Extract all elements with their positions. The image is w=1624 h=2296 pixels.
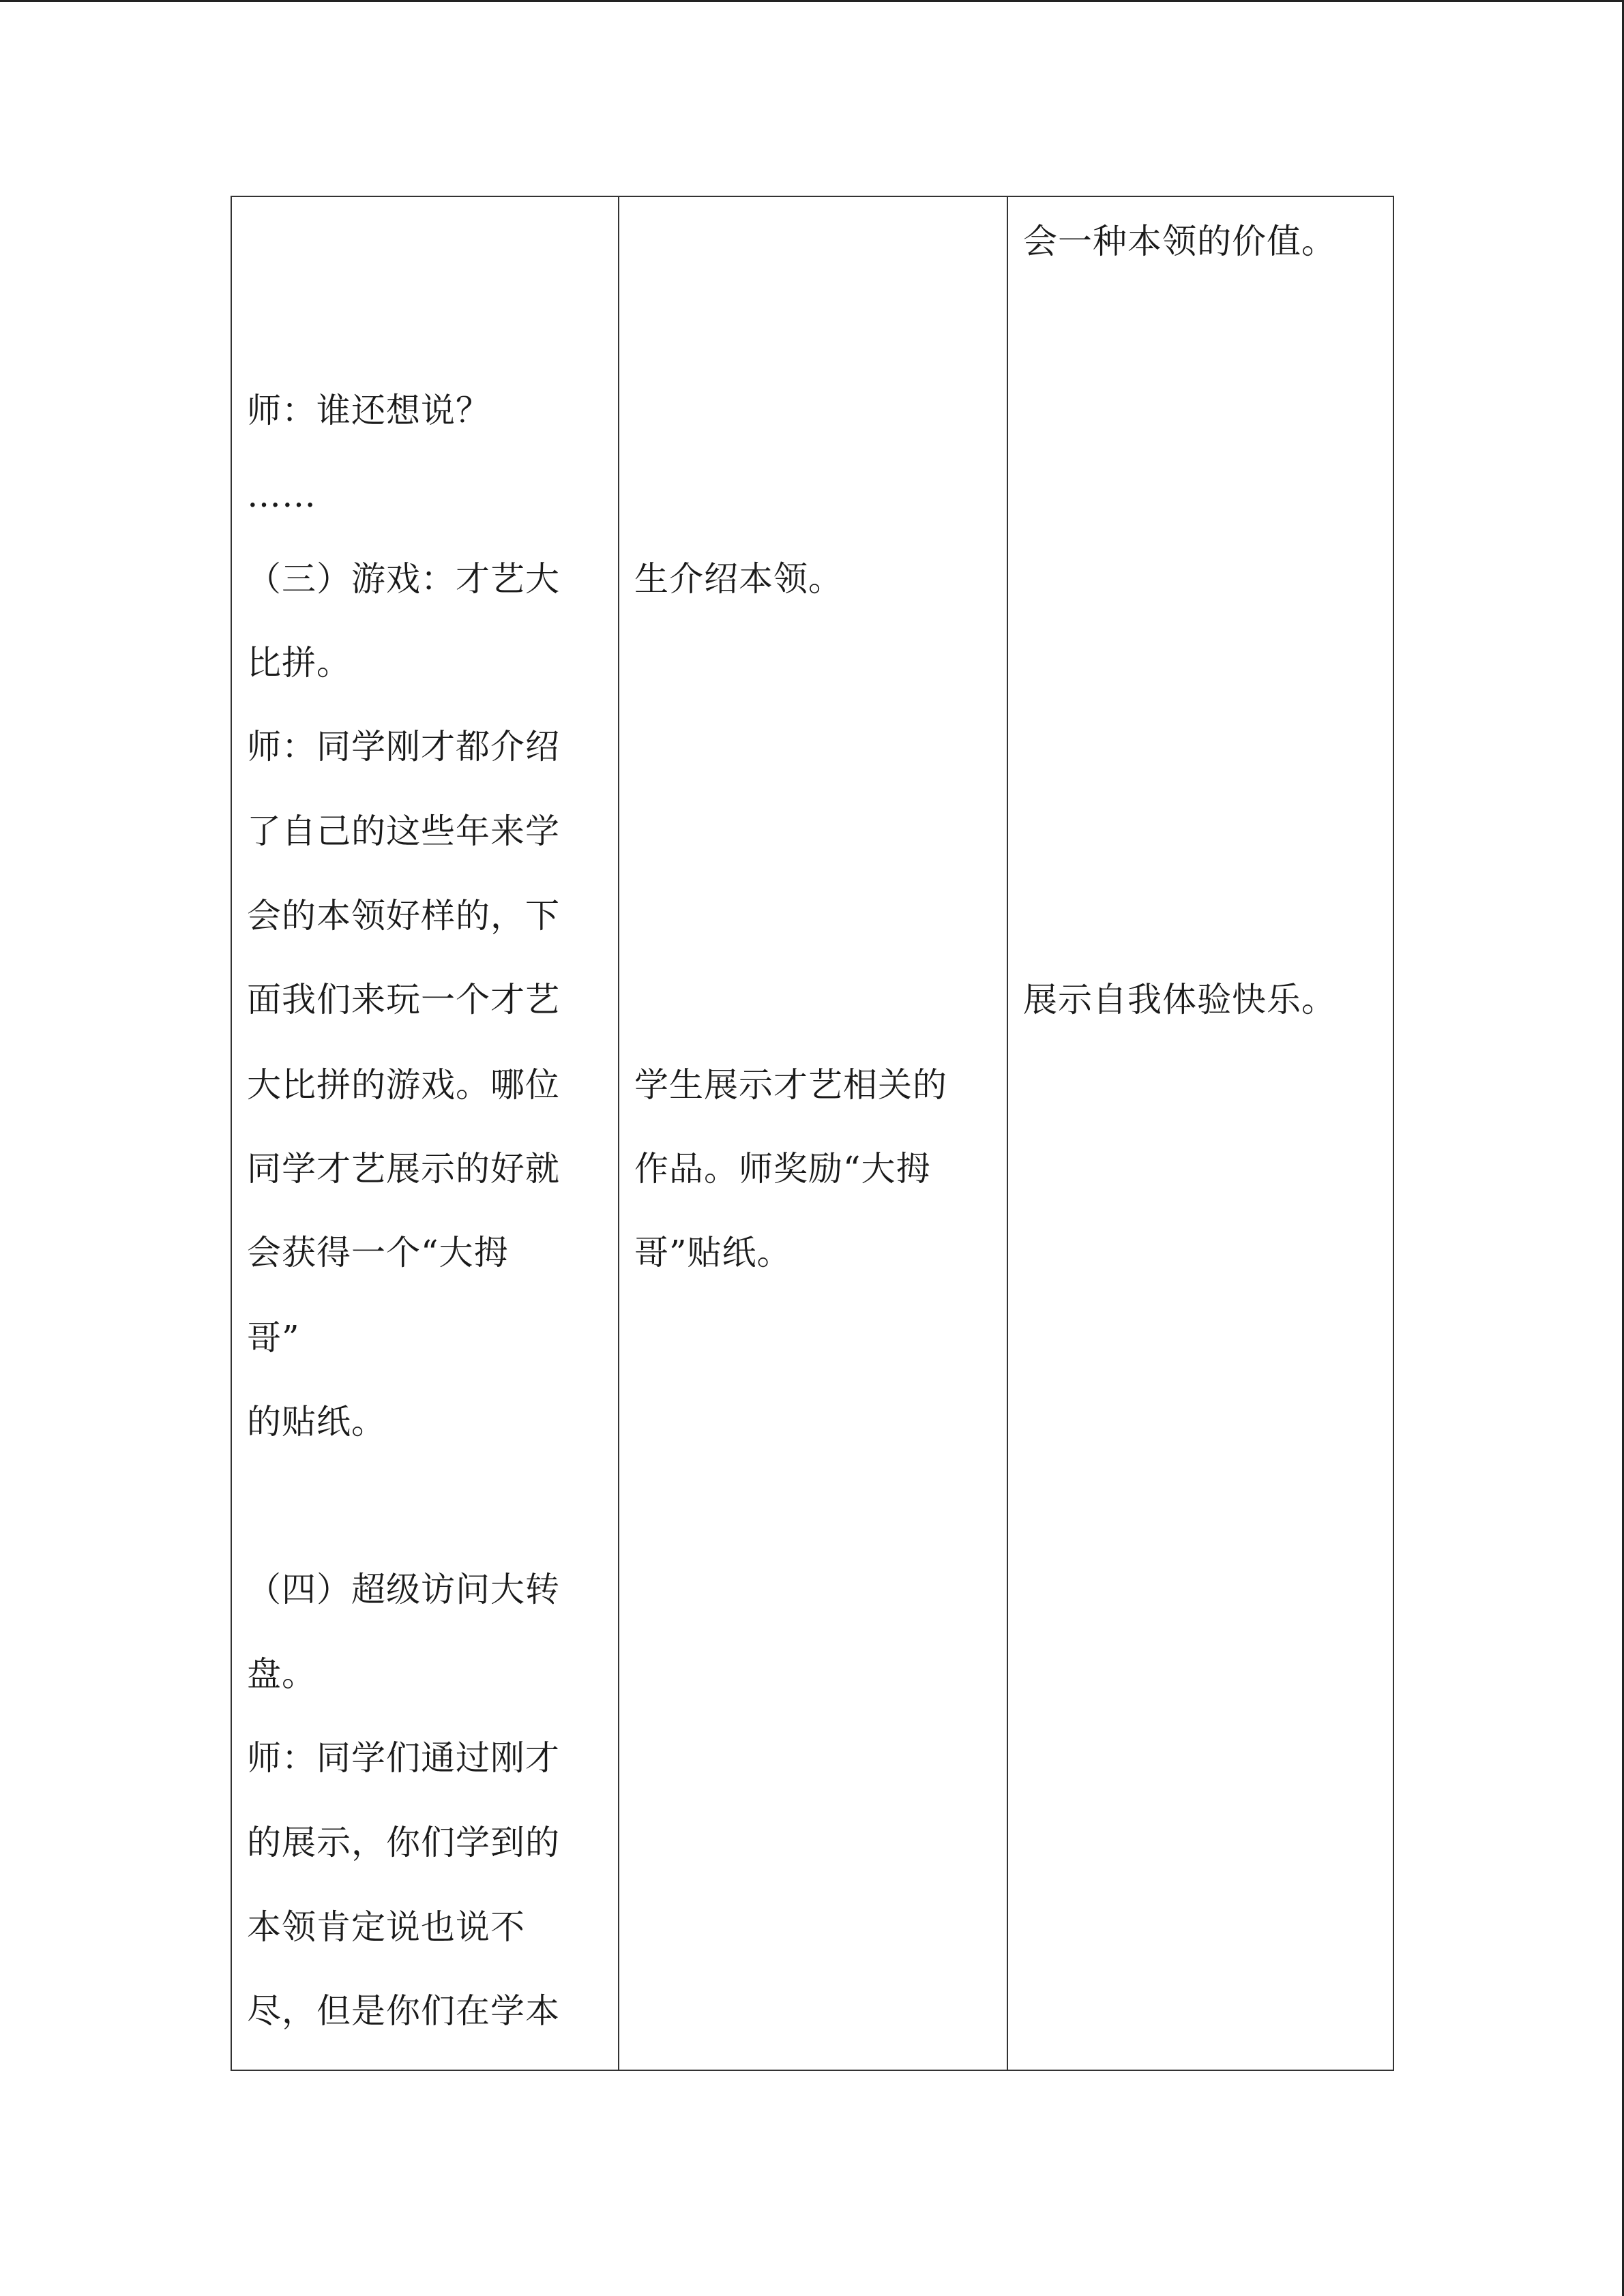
teaching-text-line: 的展示，你们学到的 [247, 1823, 560, 1862]
lesson-plan-table [231, 196, 1394, 2071]
teaching-text-line: 会获得一个“大拇 [247, 1233, 509, 1272]
student-activity-line: 作品。师奖励“大拇 [634, 1149, 931, 1189]
student-activity-line: 哥”贴纸。 [634, 1233, 792, 1272]
teaching-text-line: 了自己的这些年来学 [247, 811, 560, 851]
page-top-border [0, 0, 1624, 2]
section-heading-game: 比拼。 [247, 643, 351, 683]
design-intent-line: 展示自我体验快乐。 [1023, 980, 1336, 1019]
teaching-text-line: 师：同学们通过刚才 [247, 1738, 560, 1778]
teaching-text-line: 师：谁还想说？ [247, 391, 490, 430]
column-divider [1007, 197, 1008, 2070]
section-heading-interview: （四）超级访问大转 [247, 1570, 560, 1609]
teaching-text-line: 师：同学刚才都介绍 [247, 727, 560, 766]
teaching-text-line: 会的本领好样的，下 [247, 896, 560, 936]
teaching-text-line: …… [247, 475, 316, 515]
design-intent-line: 会一种本领的价值。 [1023, 222, 1336, 261]
teaching-text-line: 本领肯定说也说不 [247, 1907, 525, 1947]
student-activity-line: 生介绍本领。 [634, 559, 843, 599]
teaching-text-line: 尽，但是你们在学本 [247, 1991, 560, 2031]
teaching-text-line: 的贴纸。 [247, 1402, 386, 1442]
teaching-text-line: 大比拼的游戏。哪位 [247, 1065, 560, 1105]
teaching-text-line: 哥” [247, 1318, 300, 1358]
section-heading-interview: 盘。 [247, 1654, 316, 1694]
student-activity-line: 学生展示才艺相关的 [634, 1065, 947, 1105]
section-heading-game: （三）游戏：才艺大 [247, 559, 560, 599]
teaching-text-line: 面我们来玩一个才艺 [247, 980, 560, 1019]
column-divider [618, 197, 619, 2070]
teaching-text-line: 同学才艺展示的好就 [247, 1149, 560, 1189]
